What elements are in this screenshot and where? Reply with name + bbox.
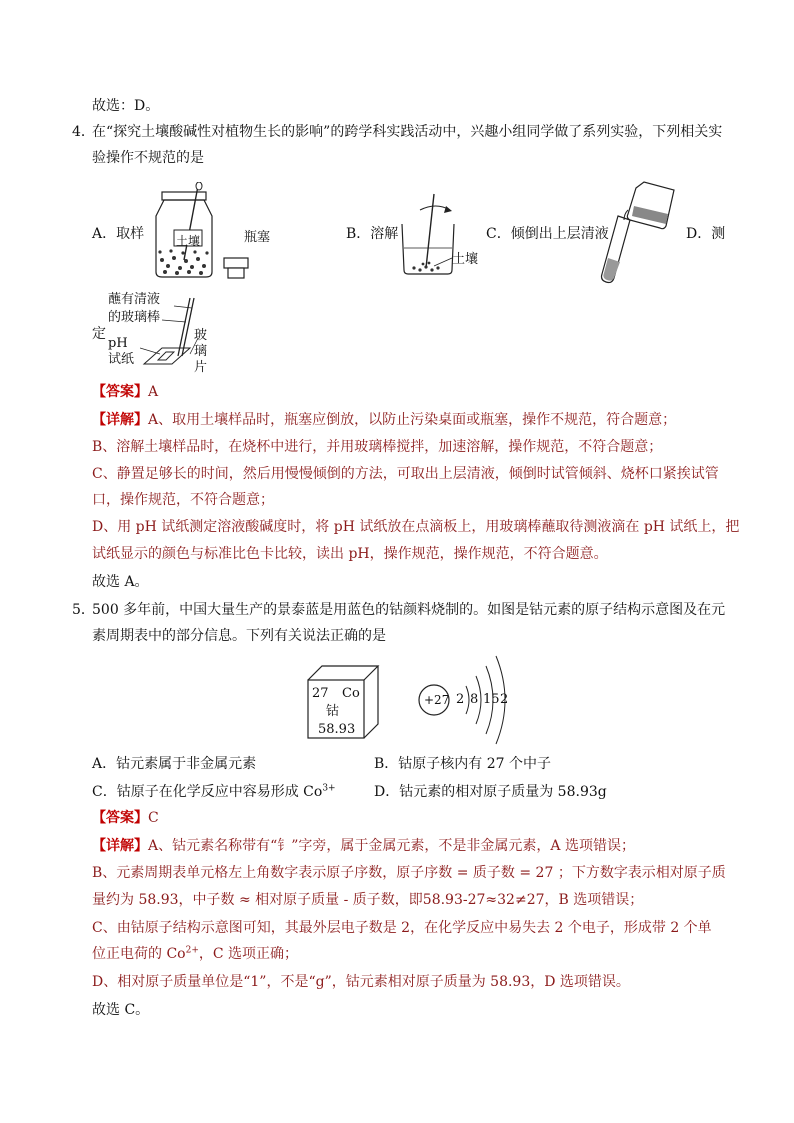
detail-c-text: 位正电荷的 Co (92, 946, 186, 962)
shell-3-electrons: 15 (483, 692, 500, 707)
fig-soil-b-label: 土壤 (452, 252, 479, 267)
q4-option-d-label: D．测 (686, 226, 726, 242)
q4-option-d-label-cont: 定 (92, 326, 106, 342)
q4-conclusion: 故选 A。 (92, 574, 149, 590)
q5-option-c (92, 782, 336, 802)
cell-atomic-mass: 58.93 (318, 722, 356, 737)
detail-c-superscript: 2+ (185, 945, 199, 956)
shell-4-electrons: 2 (500, 692, 509, 707)
q5-answer (92, 808, 159, 828)
answer-tag: 【答案】 (92, 810, 148, 826)
fig-glass-label-1: 玻 (194, 328, 208, 343)
cell-atomic-number: 27 (312, 686, 329, 701)
fig-rod-label-2: 的玻璃棒 (108, 310, 161, 325)
q4-option-c-label: C．倾倒出上层清液 (486, 226, 609, 242)
answer-tag: 【答案】 (92, 384, 148, 400)
q5-option-d: D．钴元素的相对原子质量为 58.93g (374, 784, 607, 800)
answer-value: A (148, 384, 159, 400)
q4-answer (92, 382, 158, 402)
q4-number: 4． (72, 124, 95, 140)
q5-stem-line1: 500 多年前，中国大量生产的景泰蓝是用蓝色的钴颜料烧制的。如图是钴元素的原子结构示意图及在元 (92, 602, 726, 618)
q4-detail-d-line2: 试纸显示的颜色与标准比色卡比较，读出 pH，操作规范，操作规范，不符合题意。 (92, 546, 608, 562)
detail-text: A、钴元素名称带有“钅”字旁，属于金属元素，不是非金属元素，A 选项错误； (148, 838, 635, 854)
cell-element-name: 钴 (326, 704, 340, 719)
detail-tag: 【详解】 (92, 412, 148, 428)
option-c-superscript: 3+ (322, 783, 336, 794)
nucleus-charge: +27 (424, 693, 450, 707)
fig-soil-label: 土壤 (176, 234, 201, 248)
q4-option-b-label: B．溶解 (346, 226, 399, 242)
q5-detail-b-line1: B、元素周期表单元格左上角数字表示原子序数，原子序数 = 质子数 = 27 ；下方数字表示相对原子质 (92, 865, 726, 881)
q4-detail-b: B、溶解土壤样品时，在烧杯中进行，并用玻璃棒搅拌，加速溶解，操作规范，不符合题意； (92, 439, 663, 455)
pouring-figure (600, 178, 680, 284)
detail-c-tail: ，C 选项正确； (198, 946, 299, 962)
fig-ph-label-1: pH (108, 336, 128, 351)
q4-detail-c-line1: C、静置足够长的时间，然后用慢慢倾倒的方法，可取出上层清液，倾倒时试管倾斜、烧杯口紧挨试管 (92, 466, 719, 482)
q4-option-a-label: A．取样 (92, 226, 145, 242)
prev-conclusion: 故选：D。 (92, 98, 160, 114)
q5-stem-line2: 素周期表中的部分信息。下列有关说法正确的是 (92, 628, 386, 644)
detail-text: A、取用土壤样品时，瓶塞应倒放，以防止污染桌面或瓶塞，操作不规范，符合题意； (148, 412, 677, 428)
option-c-text: C．钴原子在化学反应中容易形成 Co (92, 784, 323, 800)
fig-rod-label-1: 蘸有清液 (108, 292, 161, 307)
q4-stem-line2: 验操作不规范的是 (92, 150, 204, 166)
fig-ph-label-2: 试纸 (108, 352, 135, 367)
q4-detail-c-line2: 口，操作规范，不符合题意； (92, 492, 274, 508)
q5-detail-c-line1: C、由钴原子结构示意图可知，其最外层电子数是 2，在化学反应中易失去 2 个电子，形成带 2 个单 (92, 920, 712, 936)
fig-glass-label-3: 片 (194, 360, 208, 375)
q4-stem-line1: 在“探究土壤酸碱性对植物生长的影响”的跨学科实践活动中，兴趣小组同学做了系列实验，下列相关实 (92, 124, 723, 140)
q5-option-b: B．钴原子核内有 27 个中子 (374, 756, 552, 772)
q5-number: 5． (72, 602, 95, 618)
q5-detail-c-line2 (92, 944, 298, 964)
detail-tag: 【详解】 (92, 838, 148, 854)
q4-detail-d-line1: D、用 pH 试纸测定溶液酸碱度时，将 pH 试纸放在点滴板上，用玻璃棒蘸取待测液滴在 pH 试纸上，把 (92, 519, 740, 535)
q5-detail-a (92, 836, 635, 856)
fig-glass-label-2: 璃 (194, 344, 208, 359)
cell-symbol: Co (342, 686, 360, 701)
q5-option-a: A．钴元素属于非金属元素 (92, 756, 257, 772)
answer-value: C (148, 810, 159, 826)
shell-2-electrons: 8 (470, 692, 479, 707)
q5-detail-d: D、相对原子质量单位是“1”，不是“g”，钴元素相对原子质量为 58.93，D 选项错误。 (92, 974, 630, 990)
fig-stopper-label: 瓶塞 (244, 230, 271, 245)
q4-detail-a (92, 410, 676, 430)
q5-conclusion: 故选 C。 (92, 1002, 150, 1018)
q5-detail-b-line2: 量约为 58.93，中子数 ≈ 相对原子质量 - 质子数，即58.93-27≈32≠27，B 选项错误； (92, 892, 644, 908)
shell-1-electrons: 2 (456, 692, 465, 707)
